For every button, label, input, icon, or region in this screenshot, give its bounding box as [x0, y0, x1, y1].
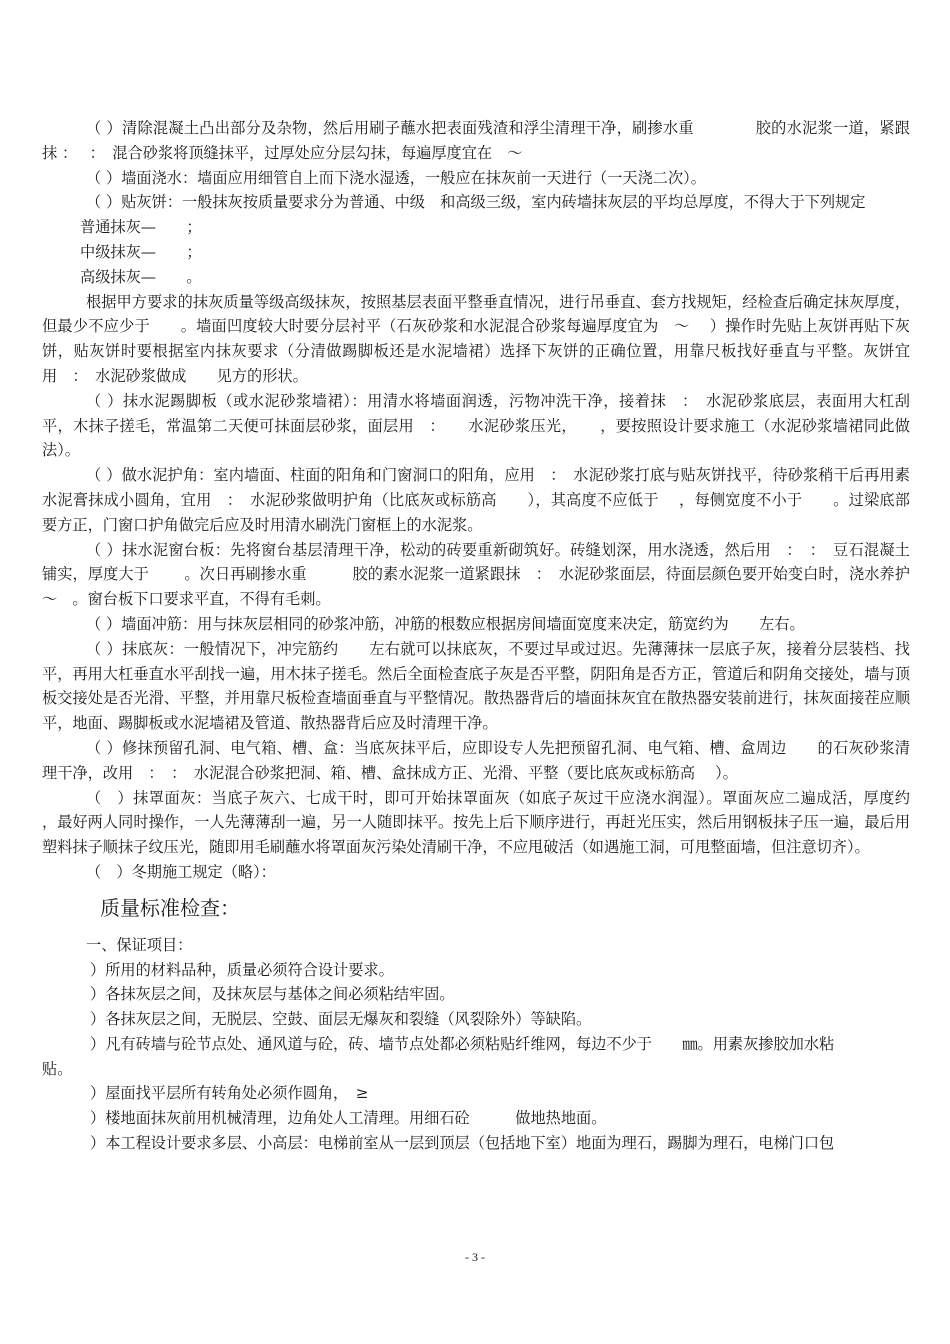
subsection-title: 一、保证项目： [86, 935, 193, 954]
list-item: ）所用的材料品种，质量必须符合设计要求。 [90, 960, 394, 979]
list-item: ）本工程设计要求多层、小高层：电梯前室从一层到顶层（包括地下室）地面为理石，踢脚为理石，电梯门口包 [90, 1134, 835, 1153]
paragraph-finish-coat: （ ）抹罩面灰：当底子灰六、七成干时，即可开始抹罩面灰（如底子灰过干应浇水润湿）。罩面灰应二遍成活，厚度约 ，最好两人同时操作，一人先薄薄刮一遍，另一人随即抹平。按先上后下顺序进行，再赶光压实，然后用钢板抹子压一遍，最后用塑料抹子顺抹子纹压光，随即用毛刷蘸水将罩面灰污染处清刷干净，不应甩破活（如遇施工洞，可甩整面墙，但注意切齐）。 [42, 788, 931, 857]
paragraph-base-coat: （ ）抹底灰：一般情况下，冲完筋约 左右就可以抹底灰，不要过早或过迟。先薄薄抹一层底子灰，接着分层装档、找平，再用大杠垂直水平刮找一遍，用木抹子搓毛。然后全面检查底子灰是否平整，阴阳角是否方正，管道后和阴角交接处，墙与顶板交接处是否光滑、平整，并用靠尺板检查墙面垂直与平整情况。散热器背后的墙面抹灰宜在散热器安装前进行，抹灰面接茬应顺平，地面、踢脚板或水泥墙裙及管道、散热器背后应及时清理干净。 [42, 639, 910, 733]
list-item: ）屋面找平层所有转角处必须作圆角， ≥ [90, 1084, 369, 1103]
paragraph-plaster-cake: （ ）贴灰饼：一般抹灰按质量要求分为普通、中级 和高级三级，室内砖墙抹灰层的平均总厚度，不得大于下列规定 [86, 193, 866, 212]
paragraph-openings: （ ）修抹预留孔洞、电气箱、槽、盒：当底灰抹平后，应即设专人先把预留孔洞、电气箱、槽、盒周边 的石灰砂浆清理干净，改用 ： ： 水泥混合砂浆把洞、箱、槽、盒抹成方正、光滑、平整（要比底灰或标筋高 ）。 [42, 738, 910, 782]
list-item-continuation: 贴。 [42, 1059, 73, 1078]
paragraph-clean-concrete: （ ）清除混凝土凸出部分及杂物，然后用刷子蘸水把表面残渣和浮尘清理干净，刷掺水重 胶的水泥浆一道，紧跟抹 ： ： 混合砂浆将顶缝抹平，过厚处应分层勾抹，每遍厚度宜在 ～ [42, 119, 910, 162]
paragraph-high-plaster: 高级抹灰— 。 [80, 267, 202, 286]
paragraph-plaster-thickness: 根据甲方要求的抹灰质量等级高级抹灰，按照基层表面平整垂直情况，进行吊垂直、套方找规矩，经检查后确定抹灰厚度，但最少不应少于 。墙面凹度较大时要分层衬平（石灰砂浆和水泥混合砂浆每遍厚度宜为 ～ ）操作时先贴上灰饼再贴下灰饼，贴灰饼时要根据室内抹灰要求（分清做踢脚板还是水泥墙裙）选择下灰饼的正确位置，用靠尺板找好垂直与平整。灰饼宜用 ： 水泥砂浆做成 见方的形状。 [42, 292, 910, 385]
list-item: ）各抹灰层之间，无脱层、空鼓、面层无爆灰和裂缝（风裂除外）等缺陷。 [90, 1010, 592, 1029]
paragraph-winter: （ ）冬期施工规定（略）： [86, 862, 276, 881]
list-item: ）凡有砖墙与砼节点处、通风道与砼，砖、墙节点处都必须粘贴纤维网，每边不少于 ㎜。用素灰掺胶加水粘 [90, 1034, 835, 1053]
paragraph-skirting: （ ）抹水泥踢脚板（或水泥砂浆墙裙）：用清水将墙面润透，污物冲洗干净，接着抹 ： 水泥砂浆底层，表面用大杠刮平，木抹子搓毛，常温第二天便可抹面层砂浆，面层用 ： 水泥砂浆压光， ，要按照设计要求施工（水泥砂浆墙裙同此做法）。 [42, 391, 910, 460]
page-content [42, 116, 931, 1156]
paragraph-medium-plaster: 中级抹灰— ； [80, 242, 202, 261]
paragraph-normal-plaster: 普通抹灰— ； [80, 218, 202, 237]
page-number: - 3 - [465, 1250, 485, 1264]
section-title: 质量标准检查： [100, 895, 240, 920]
paragraph-window-sill: （ ）抹水泥窗台板：先将窗台基层清理干净，松动的砖要重新砌筑好。砖缝划深，用水浇透，然后用 ： ： 豆石混凝土铺实，厚度大于 。次日再刷掺水重 胶的素水泥浆一道紧跟抹 ： 水泥砂浆面层，待面层颜色要开始变白时，浇水养护 ～ 。窗台板下口要求平直，不得有毛刺。 [42, 540, 926, 609]
paragraph-corner-guard: （ ）做水泥护角：室内墙面、柱面的阳角和门窗洞口的阳角，应用 ： 水泥砂浆打底与贴灰饼找平，待砂浆稍干后再用素水泥膏抹成小圆角，宜用 ： 水泥砂浆做明护角（比底灰或标筋高 ），其高度不应低于 ，每侧宽度不小于 。过梁底部要方正，门窗口护角做完后应及时用清水刷洗门窗框上的水泥浆。 [42, 466, 910, 534]
list-item: ）楼地面抹灰前用机械清理，边角处人工清理。用细石砼 做地热地面。 [90, 1109, 607, 1128]
paragraph-wall-watering: （ ）墙面浇水：墙面应用细管自上而下浇水湿透，一般应在抹灰前一天进行（一天浇二次）。 [86, 168, 706, 187]
list-item: ）各抹灰层之间，及抹灰层与基体之间必须粘结牢固。 [90, 985, 455, 1004]
paragraph-wall-ribs: （ ）墙面冲筋：用与抹灰层相同的砂浆冲筋，冲筋的根数应根据房间墙面宽度来决定，筋宽约为 左右。 [86, 614, 805, 633]
